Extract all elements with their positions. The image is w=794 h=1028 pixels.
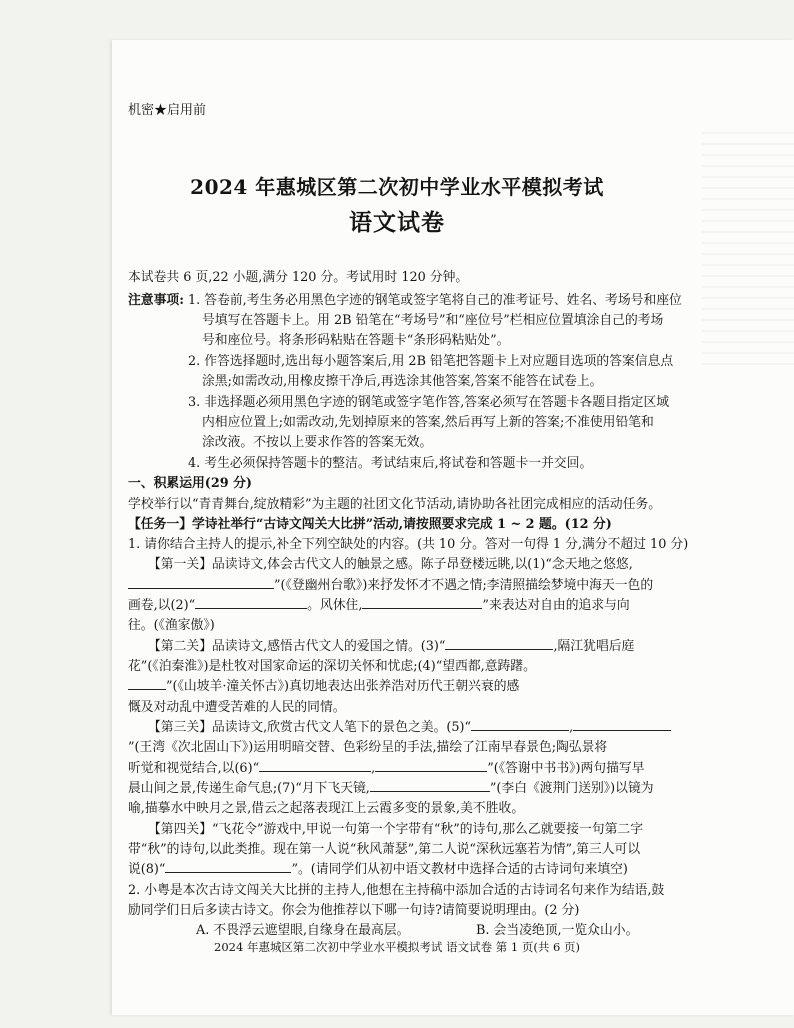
gate-4-text: 说(8)“ ”。(请同学们从初中语文教材中选择合适的古诗词句来填空) (128, 858, 628, 877)
gate-3-text: 听觉和视觉结合,以(6)“ , ”(《答谢中书书》)两句描写早 (128, 757, 645, 776)
exam-title: 2024 年惠城区第二次初中学业水平模拟考试 (190, 175, 604, 199)
bleed-through-text (702, 132, 794, 372)
answer-blank-1[interactable] (128, 575, 274, 589)
option-b: B. 会当凌绝顶,一览众山小。 (476, 923, 639, 938)
answer-blank-4[interactable] (128, 676, 166, 690)
notice-item: 4. 考生必须保持答题卡的整洁。考试结束后,将试卷和答题卡一并交回。 (188, 456, 593, 471)
gate-2-text: 慨及对动乱中遭受苦难的人民的同情。 (128, 700, 346, 715)
confidential-label: 机密★启用前 (128, 103, 207, 118)
notice-item: 1. 答卷前,考生务必用黑色字迹的钢笔或签字笔将自己的准考证号、姓名、考场号和座位 (188, 293, 682, 308)
answer-blank-6a[interactable] (259, 758, 371, 772)
answer-blank-6b[interactable] (375, 758, 487, 772)
question-2-stem: 2. 小粤是本次古诗文闯关大比拼的主持人,他想在主持稿中添加合适的古诗词名句来作为结语,鼓 (128, 883, 665, 898)
gate-1-text: 画卷,以(2)“ 。风休住, ”来表达对自由的追求与向 (128, 594, 630, 613)
answer-blank-7[interactable] (370, 778, 490, 792)
notice-item: 3. 非选择题必须用黑色字迹的钢笔或签字笔作答,答案必须写在答题卡各题目指定区域 (188, 395, 670, 410)
gate-3-text: 晨山间之景,传递生命气息;(7)“月下飞天镜, ”(李白《渡荆门送别》)以镜为 (128, 777, 654, 796)
answer-blank-2b[interactable] (362, 595, 482, 609)
page-footer: 2024 年惠城区第二次初中学业水平模拟考试 语文试卷 第 1 页(共 6 页) (214, 940, 580, 954)
answer-blank-5a[interactable] (471, 717, 569, 731)
gate-1-text: 往。(《渔家傲》) (128, 618, 215, 633)
question-1-stem: 1. 请你结合主持人的提示,补全下列空缺处的内容。(共 10 分。答对一句得 1 分,满分不超过 10 分) (128, 537, 689, 552)
gate-1-text: 【第一关】品读诗文,体会古代文人的触景之感。陈子昂登楼远眺,以(1)“念天地之悠悠, (148, 557, 633, 572)
exam-intro: 本试卷共 6 页,22 小题,满分 120 分。考试用时 120 分钟。 (128, 270, 469, 285)
notice-item: 号和座位号。将条形码粘贴在答题卡“条形码粘贴处”。 (202, 333, 510, 348)
answer-blank-5b[interactable] (573, 717, 671, 731)
answer-blank-8[interactable] (165, 859, 291, 873)
gate-2-text: 花”(《泊秦淮》)是杜牧对国家命运的深切关怀和忧虑;(4)“望西都,意踌躇。 (128, 659, 536, 674)
exam-subtitle: 语文试卷 (349, 209, 445, 236)
notice-item: 涂改液。不按以上要求作答的答案无效。 (202, 435, 433, 450)
notice-item: 内相应位置上;如需改动,先划掉原来的答案,然后再写上新的答案;不准使用铅笔和 (202, 415, 654, 430)
notice-item: 涂黑;如需改动,用橡皮擦干净后,再选涂其他答案,答案不能答在试卷上。 (202, 374, 603, 389)
notice-label: 注意事项: (128, 293, 184, 308)
option-a: A. 不畏浮云遮望眼,自缘身在最高层。 (196, 923, 410, 938)
gate-3-text: ”(王湾《次北固山下》)运用明暗交替、色彩纷呈的手法,描绘了江南早春景色;陶弘景将 (128, 740, 608, 755)
notice-item: 号填写在答题卡上。用 2B 铅笔在“考场号”和“座位号”栏相应位置填涂自己的考场 (202, 313, 664, 328)
gate-2-text: 【第二关】品读诗文,感悟古代文人的爱国之情。(3)“ ,隔江犹唱后庭 (148, 635, 634, 654)
gate-3-text: 喻,描摹水中映月之景,借云之起落表现江上云霞多变的景象,美不胜收。 (128, 801, 525, 816)
gate-3-text: 【第三关】品读诗文,欣赏古代文人笔下的景色之美。(5)“ , (148, 716, 671, 735)
gate-2-text: ”(《山坡羊·潼关怀古》)真切地表达出张养浩对历代王朝兴衰的感 (128, 675, 519, 694)
section-heading: 一、积累运用(29 分) (128, 476, 252, 491)
gate-4-text: 【第四关】“飞花令”游戏中,甲说一句第一个字带有“秋”的诗句,那么乙就要接一句第二字 (148, 822, 643, 837)
question-2-stem: 励同学们日后多读古诗文。你会为他推荐以下哪一句诗?请简要说明理由。(2 分) (128, 903, 580, 918)
gate-1-text: ”(《登幽州台歌》)来抒发怀才不遇之情;李清照描绘梦境中海天一色的 (128, 574, 653, 593)
answer-blank-3[interactable] (445, 636, 553, 650)
answer-blank-2a[interactable] (195, 595, 307, 609)
notice-item: 2. 作答选择题时,选出每小题答案后,用 2B 铅笔把答题卡上对应题目选项的答案信息点 (188, 354, 674, 369)
task-heading: 【任务一】学诗社举行“古诗文闯关大比拼”活动,请按照要求完成 1 ~ 2 题。(12 分) (128, 517, 612, 532)
gate-4-text: 带“秋”的诗句,以此类推。现在第一人说“秋风萧瑟”,第二人说“深秋远塞若为情”,第三人可以 (128, 842, 641, 857)
activity-text: 学校举行以“青青舞台,绽放精彩”为主题的社团文化节活动,请协助各社团完成相应的活动任务。 (128, 497, 662, 512)
